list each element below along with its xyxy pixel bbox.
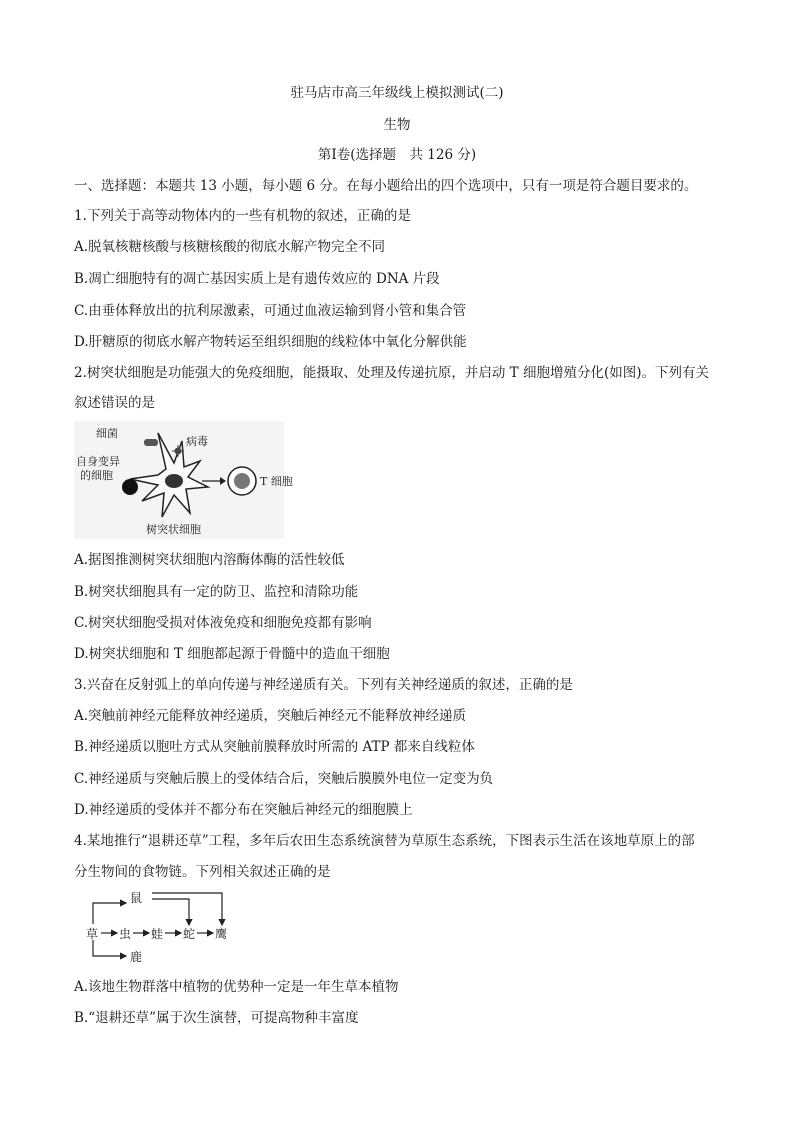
- q1-option-c: C.由垂体释放出的抗利尿激素，可通过血液运输到肾小管和集合管: [74, 303, 467, 319]
- self-cell-shape: [122, 479, 138, 495]
- q1-option-d: D.肝糖原的彻底水解产物转运至组织细胞的线粒体中氧化分解供能: [74, 334, 467, 350]
- label-self-cell-1: 自身变异: [76, 455, 120, 468]
- bacteria-shape: [144, 439, 158, 446]
- q2-option-b: B.树突状细胞具有一定的防卫、监控和清除功能: [74, 584, 359, 600]
- q1-option-b: B.凋亡细胞特有的凋亡基因实质上是有遗传效应的 DNA 片段: [74, 271, 440, 287]
- node-grass: 草: [86, 927, 99, 941]
- q3-stem: 3.兴奋在反射弧上的单向传递与神经递质有关。下列有关神经递质的叙述，正确的是: [74, 677, 573, 693]
- label-virus: 病毒: [186, 435, 208, 448]
- node-insect: 虫: [119, 927, 132, 941]
- q4-stem-line1: 4.某地推行“退耕还草”工程，多年后农田生态系统演替为草原生态系统，下图表示生活在该地草原上的部: [74, 833, 695, 849]
- subject-title: 生物: [383, 117, 411, 133]
- exam-title: 驻马店市高三年级线上模拟测试(二): [290, 85, 504, 101]
- food-web-figure: [86, 890, 246, 970]
- volume-title: 第Ⅰ卷(选择题 共 126 分): [317, 147, 477, 163]
- q3-option-a: A.突触前神经元能释放神经递质，突触后神经元不能释放神经递质: [74, 708, 467, 724]
- dendritic-cell-figure: [74, 421, 293, 539]
- q1-stem: 1.下列关于高等动物体内的一些有机物的叙述，正确的是: [74, 208, 411, 224]
- label-bacteria: 细菌: [96, 427, 118, 440]
- node-mouse: 鼠: [130, 891, 143, 905]
- q3-option-b: B.神经递质以胞吐方式从突触前膜释放时所需的 ATP 都来自线粒体: [74, 739, 475, 755]
- q4-option-a: A.该地生物群落中植物的优势种一定是一年生草本植物: [74, 979, 399, 995]
- node-deer: 鹿: [130, 950, 143, 964]
- q1-option-a: A.脱氧核糖核酸与核糖核酸的彻底水解产物完全不同: [74, 239, 386, 255]
- nucleus-shape: [165, 474, 183, 488]
- q2-stem-line1: 2.树突状细胞是功能强大的免疫细胞，能摄取、处理及传递抗原，并启动 T 细胞增殖分化(如图)。下列有关: [74, 365, 709, 381]
- node-snake: 蛇: [183, 927, 196, 941]
- node-hawk: 鹰: [215, 927, 228, 941]
- q2-option-d: D.树突状细胞和 T 细胞都起源于骨髓中的造血干细胞: [74, 646, 390, 662]
- section-intro: 一、选择题：本题共 13 小题，每小题 6 分。在每小题给出的四个选项中，只有一项是符合题目要求的。: [74, 178, 698, 194]
- label-self-cell-2: 的细胞: [80, 469, 113, 482]
- label-dendritic: 树突状细胞: [146, 523, 201, 536]
- q2-option-a: A.据图推测树突状细胞内溶酶体酶的活性较低: [74, 552, 345, 568]
- q3-option-c: C.神经递质与突触后膜上的受体结合后，突触后膜膜外电位一定变为负: [74, 771, 494, 787]
- q3-option-d: D.神经递质的受体并不都分布在突触后神经元的细胞膜上: [74, 802, 413, 818]
- label-t-cell: T 细胞: [260, 475, 293, 488]
- q2-option-c: C.树突状细胞受损对体液免疫和细胞免疫都有影响: [74, 615, 372, 631]
- q2-stem-line2: 叙述错误的是: [74, 395, 155, 411]
- node-frog: 蛙: [151, 927, 164, 941]
- q4-stem-line2: 分生物间的食物链。下列相关叙述正确的是: [74, 864, 331, 880]
- q4-option-b: B.“退耕还草”属于次生演替，可提高物种丰富度: [74, 1010, 359, 1026]
